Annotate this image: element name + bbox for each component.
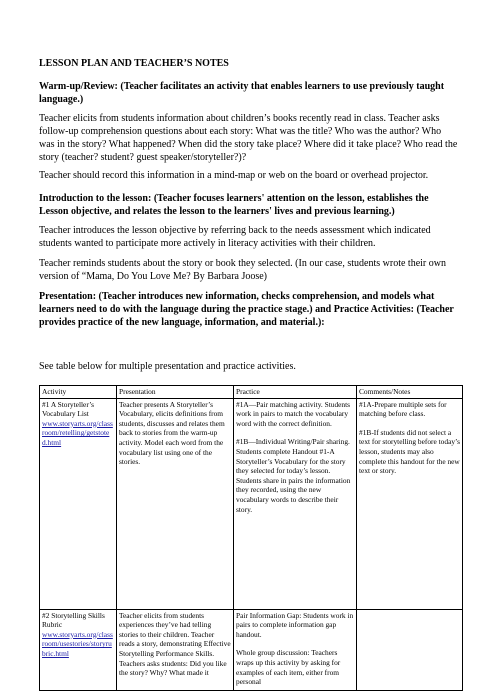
notes-1b: #1B-If students did not select a text for storytelling before today’s lesson, students may also complete this handout for the new text or story. bbox=[359, 427, 460, 476]
document-title: LESSON PLAN AND TEACHER’S NOTES bbox=[39, 58, 229, 69]
presentation-heading: Presentation: (Teacher introduces new information, checks comprehension, and models what learners need to do with the language during the practice stage.) and Practice Activities: (Teacher provides practice of the new language, information, and material.): bbox=[39, 291, 454, 328]
practice-cell bbox=[234, 609, 357, 690]
practice-1a: #1A—Pair matching activity. Students work in pairs to match the vocabulary word with the correct definition. bbox=[236, 399, 351, 428]
warmup-note: Teacher should record this information in a mind-map or web on the board or overhead projector. bbox=[39, 170, 429, 181]
warmup-paragraph: Teacher elicits from students information about children’s books recently read in class. Teacher asks follow-up comprehension questions about each story: What was the title? Who was the author? Who was in the story? What happened? When did the story take place? Where did it take place? Who read the story (teacher? student? guest speaker/storyteller?)? bbox=[39, 113, 458, 163]
header-practice: Practice bbox=[234, 386, 357, 399]
activity-title: #2 Storytelling Skills Rubric bbox=[42, 610, 105, 630]
presentation-note: See table below for multiple presentation and practice activities. bbox=[39, 361, 296, 372]
header-comments: Comments/Notes bbox=[357, 386, 463, 399]
header-presentation: Presentation bbox=[117, 386, 234, 399]
activity-title: #1 A Storyteller’s Vocabulary List bbox=[42, 399, 95, 419]
practice-cell bbox=[234, 398, 357, 609]
table-header-row bbox=[40, 386, 463, 399]
warmup-heading: Warm-up/Review: (Teacher facilitates an activity that enables learners to use previously taught language.) bbox=[39, 81, 445, 105]
activity-link[interactable]: www.storyarts.org/classroom/retelling/getstoted.html bbox=[42, 418, 113, 447]
practice-1b: #1B—Individual Writing/Pair sharing. Students complete Handout #1-A Storyteller’s Vocabulary for the story they selected for today’s lesson. Students share in pairs the information they recorded, using the new vocabulary words to describe their story. bbox=[236, 437, 351, 514]
intro-paragraph-2: Teacher reminds students about the story or book they selected. (In our case, students wrote their own version of “Mama, Do You Love Me? By Barbara Joose) bbox=[39, 258, 446, 282]
header-activity: Activity bbox=[40, 386, 117, 399]
notes-1a: #1A-Prepare multiple sets for matching before class. bbox=[359, 399, 447, 419]
practice-2a: Pair Information Gap: Students work in pairs to complete information gap handout. bbox=[236, 610, 354, 639]
intro-paragraph: Teacher introduces the lesson objective by referring back to the needs assessment which indicated students wanted to participate more actively in literacy activities with their children. bbox=[39, 225, 431, 249]
presentation-cell: Teacher elicits from students experiences they’ve had telling stories to their children. Teacher reads a story, demonstrating Effective Storytelling Performance Skills. Teachers asks students: Did you like the story? Why? What made it bbox=[117, 609, 234, 690]
notes-cell bbox=[357, 609, 463, 690]
presentation-cell: Teacher presents A Storyteller’s Vocabulary, elicits definitions from students, discusses and relates them back to stories from the warm-up activity. Model each word from the vocabulary list using one of the stories. bbox=[117, 398, 234, 609]
activity-cell bbox=[40, 609, 117, 690]
activity-table bbox=[39, 385, 463, 691]
activity-link[interactable]: www.storyarts.org/classroom/usestories/storyrubric.html bbox=[42, 629, 113, 658]
practice-2b: Whole group discussion: Teachers wraps up this activity by asking for examples of each item, either from personal bbox=[236, 648, 341, 687]
table-row bbox=[40, 609, 463, 690]
intro-heading: Introduction to the lesson: (Teacher focuses learners' attention on the lesson, establishes the Lesson objective, and relates the lesson to the learners' lives and previous learning.) bbox=[39, 193, 429, 217]
activity-cell bbox=[40, 398, 117, 609]
table-row bbox=[40, 398, 463, 609]
notes-cell bbox=[357, 398, 463, 609]
